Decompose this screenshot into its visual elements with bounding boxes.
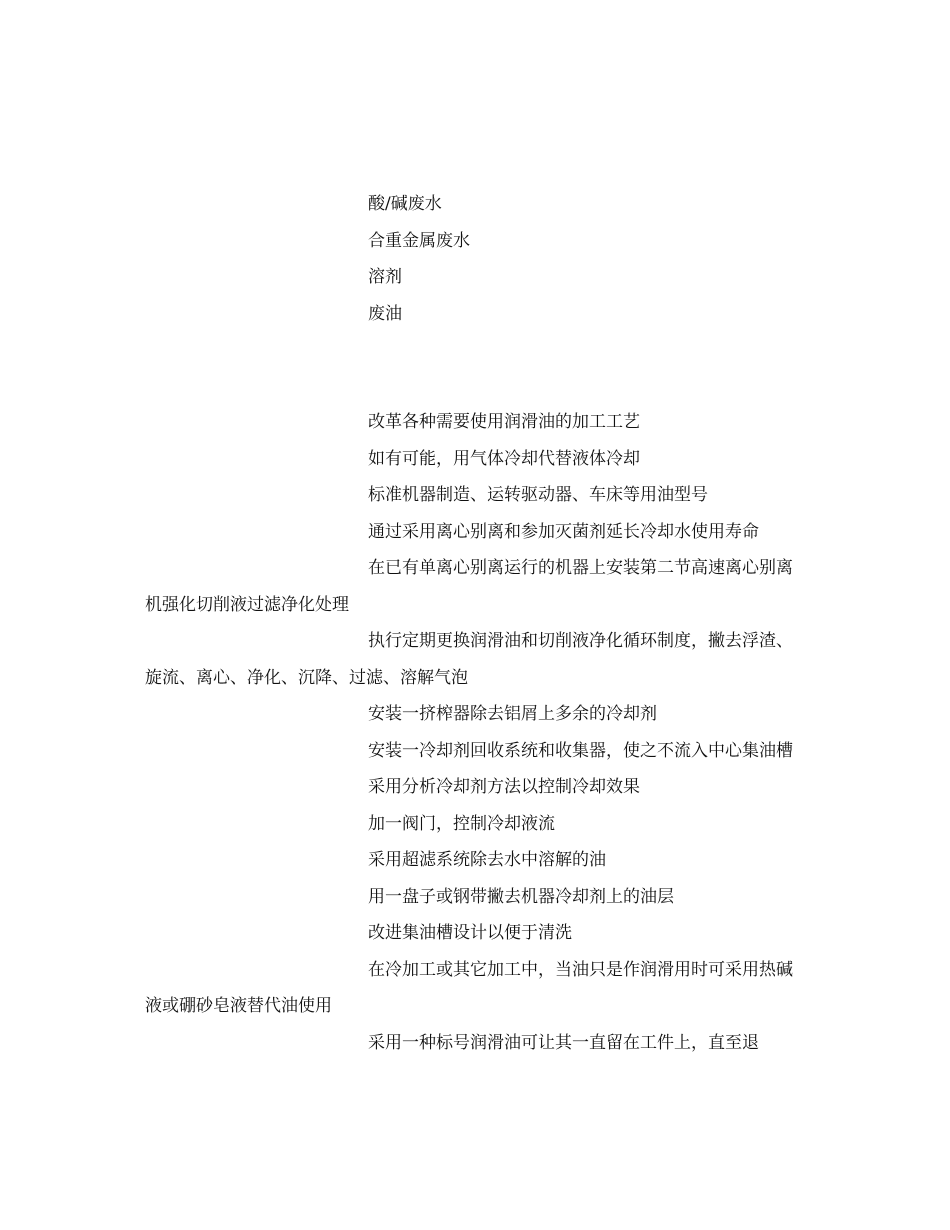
waste-item: 酸/碱废水 bbox=[368, 194, 442, 214]
measure-paragraph: 采用一种标号润滑油可让其一直留在工件上，直至退 bbox=[368, 1032, 759, 1053]
measure-paragraph: 在已有单离心别离运行的机器上安装第二节高速离心别离机强化切削液过滤净化处理 bbox=[145, 558, 793, 615]
measure-paragraph: 通过采用离心别离和参加灭菌剂延长冷却水使用寿命 bbox=[368, 521, 759, 542]
measure-paragraph: 安装一挤榨器除去铝屑上多余的冷却剂 bbox=[368, 704, 657, 724]
measure-paragraph: 执行定期更换润滑油和切削液净化循环制度，撇去浮渣、旋流、离心、净化、沉降、过滤、溶解气泡 bbox=[145, 631, 793, 688]
measure-paragraph: 加一阀门，控制冷却液流 bbox=[368, 813, 555, 834]
measure-paragraph: 采用分析冷却剂方法以控制冷却效果 bbox=[368, 777, 640, 797]
measure-paragraph: 采用超滤系统除去水中溶解的油 bbox=[368, 850, 606, 870]
measure-paragraph: 改进集油槽设计以便于清洗 bbox=[368, 923, 572, 943]
measure-paragraph: 在冷加工或其它加工中，当油只是作润滑用时可采用热碱液或硼砂皂液替代油使用 bbox=[145, 959, 793, 1016]
measures-list bbox=[145, 404, 805, 1061]
waste-item: 溶剂 bbox=[368, 267, 402, 287]
waste-item: 合重金属废水 bbox=[368, 230, 470, 251]
waste-item: 废油 bbox=[368, 303, 402, 324]
measure-paragraph: 安装一冷却剂回收系统和收集器，使之不流入中心集油槽 bbox=[368, 740, 793, 761]
measure-paragraph: 标准机器制造、运转驱动器、车床等用油型号 bbox=[368, 485, 708, 505]
measure-paragraph: 如有可能，用气体冷却代替液体冷却 bbox=[368, 448, 640, 469]
measure-paragraph: 用一盘子或钢带撇去机器冷却剂上的油层 bbox=[368, 886, 674, 907]
waste-list bbox=[145, 186, 805, 332]
measure-paragraph: 改革各种需要使用润滑油的加工工艺 bbox=[368, 412, 640, 432]
